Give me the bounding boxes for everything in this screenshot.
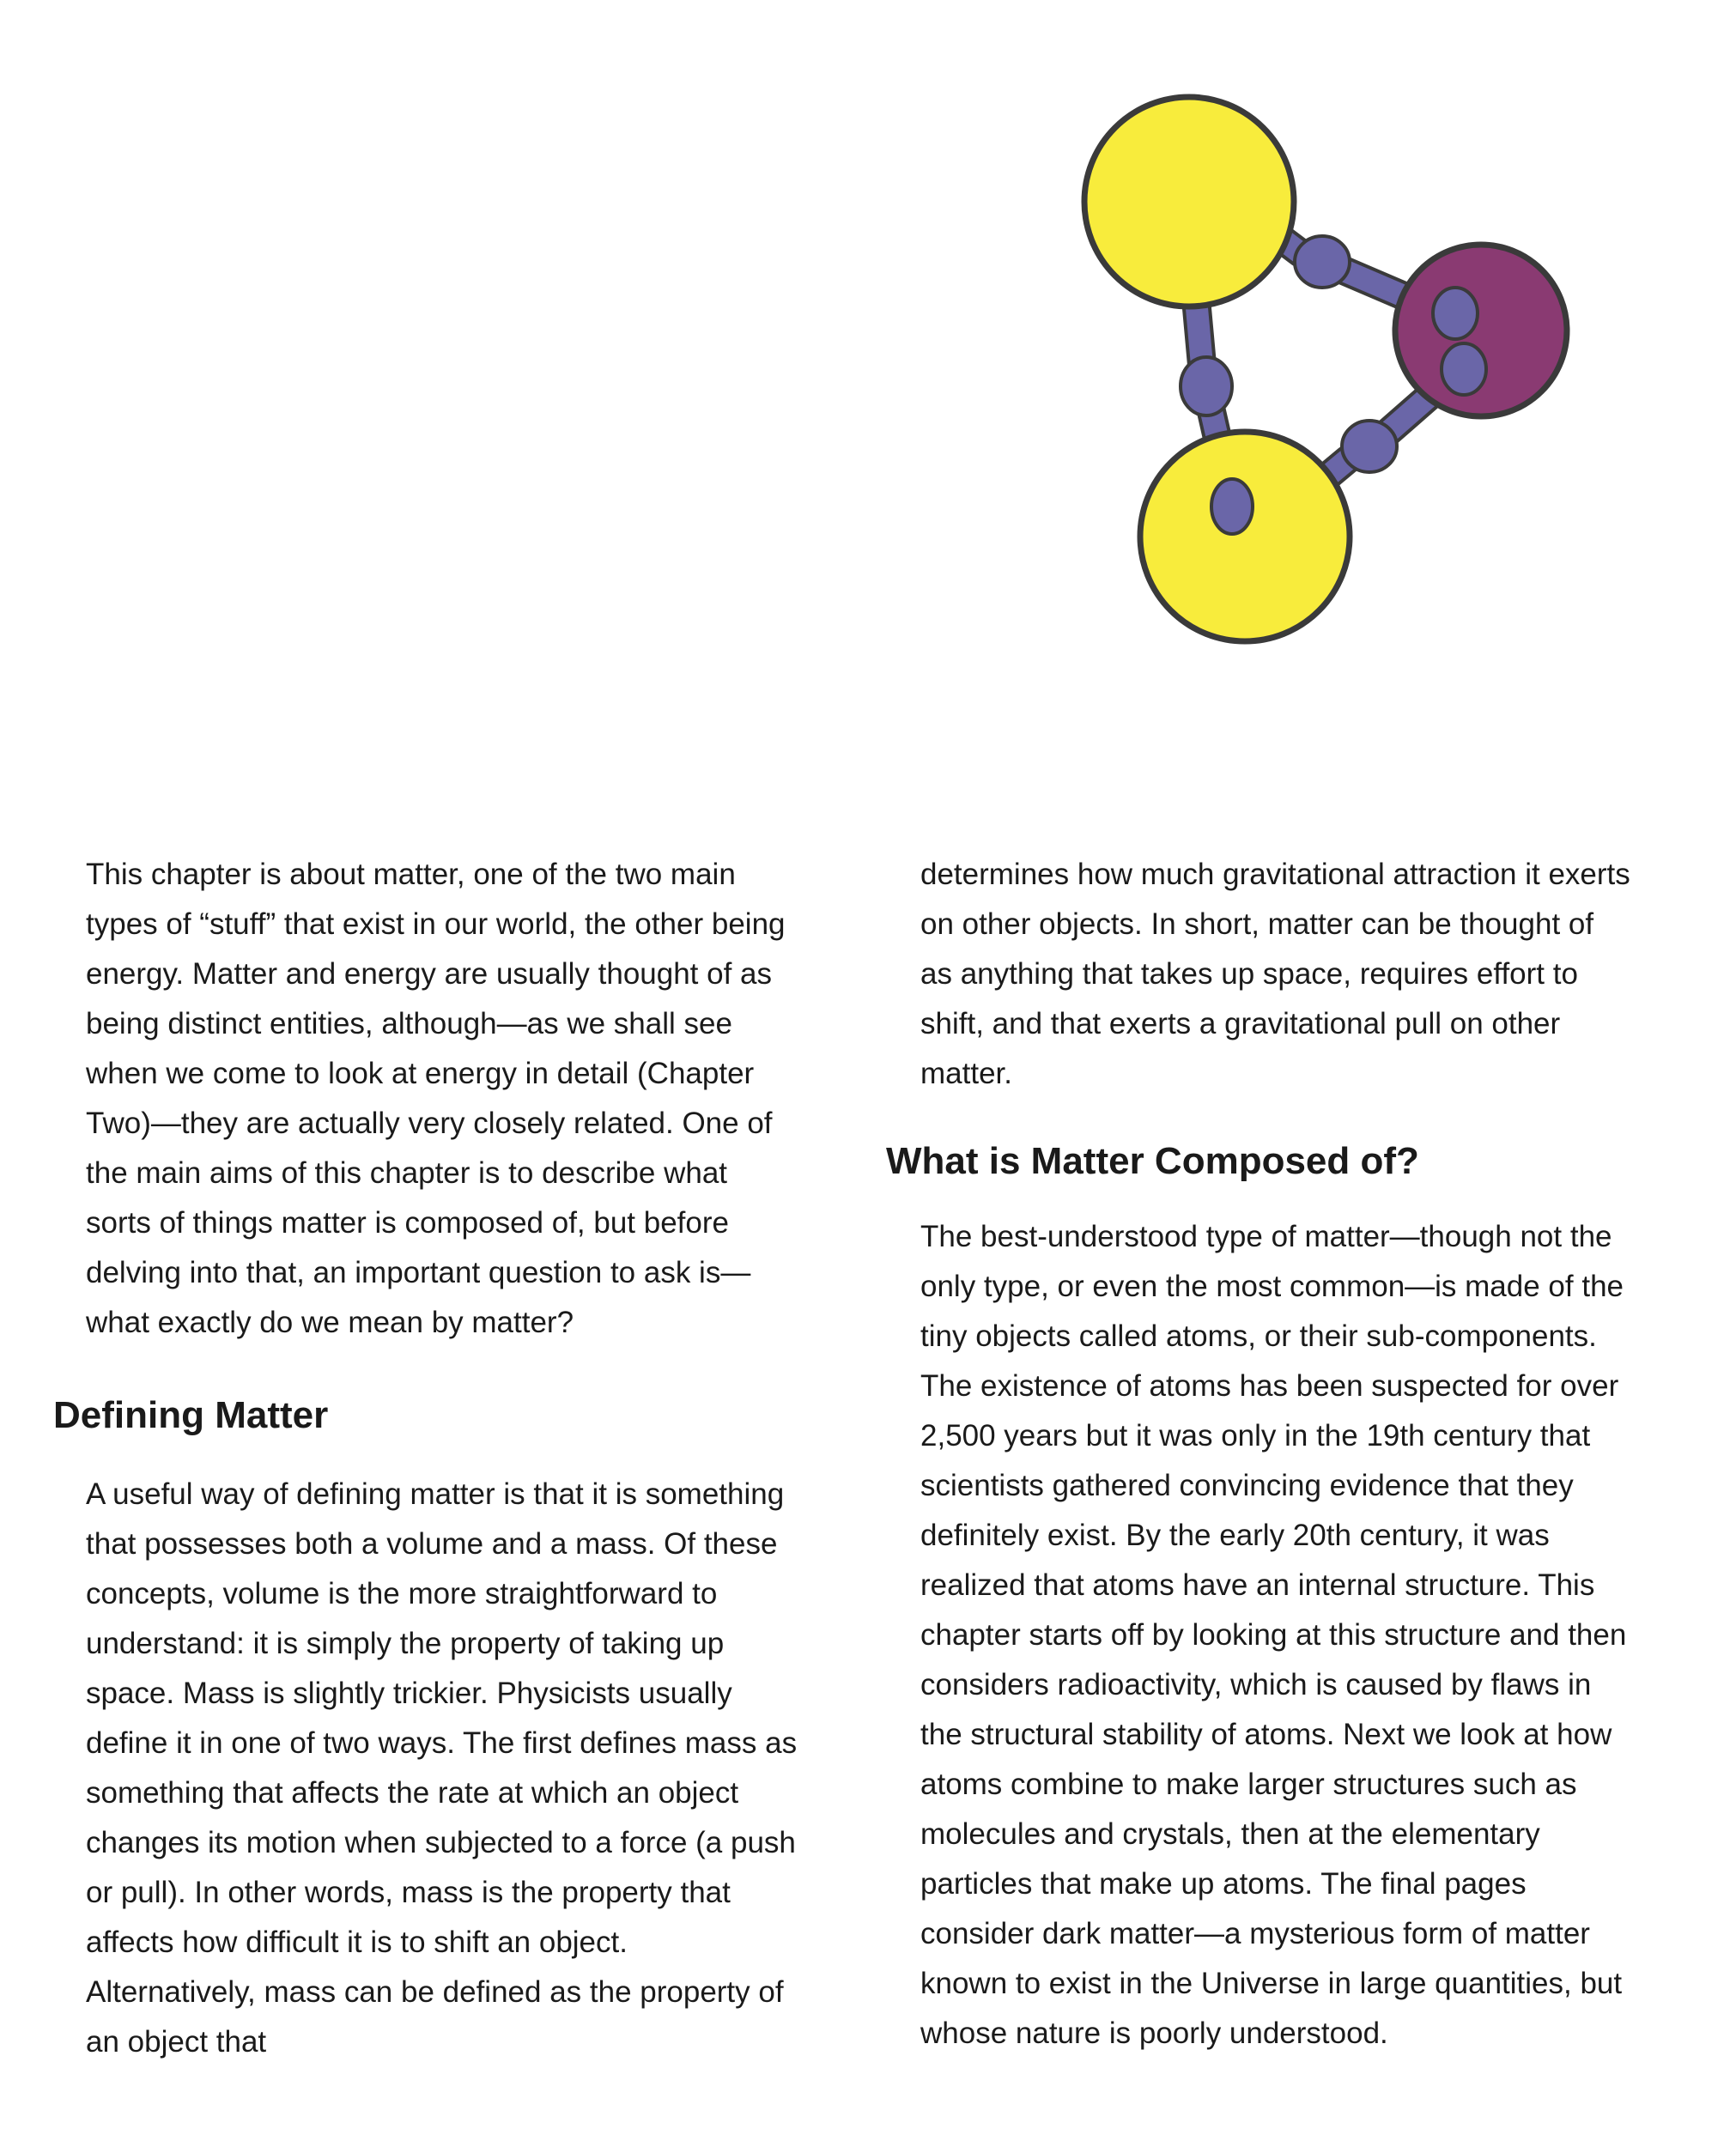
right-column — [886, 850, 1633, 2059]
defining-matter-paragraph: A useful way of defining matter is that it is something that possesses both a volume and a mass. Of these concepts, volume is the more straightforward to understand: it is simply the property of taking up space. Mass is slightly trickier. Physicists usually define it in one of two ways. The first defines mass as something that affects the rate at which an object changes its motion when subjected to a force (a push or pull). In other words, mass is the property that affects how difficult it is to shift an object. Alternatively, mass can be defined as the property of an object that — [86, 1477, 798, 2059]
defining-matter-heading: Defining Matter — [53, 1394, 329, 1436]
intro-paragraph: This chapter is about matter, one of the two main types of “stuff” that exist in our world, the other being energy. Matter and energy are usually thought of as being distinct entities, although—as we shall see when we come to look at energy in detail (Chapter Two)—they are actually very closely related. One of the main aims of this chapter is to describe what sorts of things matter is composed of, but before delving into that, an important question to ask is—what exactly do we mean by matter? — [86, 858, 786, 1339]
composition-paragraph: The best-understood type of matter—though not the only type, or even the most common—is made of the tiny objects called atoms, or their sub-components. The existence of atoms has been suspected for over 2,500 years but it was only in the 19th century that scientists gathered convincing evidence that they definitely exist. By the early 20th century, it was realized that atoms have an internal structure. This chapter starts off by looking at this structure and then considers radioactivity, which is caused by flaws in the structural stability of atoms. Next we look at how atoms combine to make larger structures such as molecules and crystals, then at the elementary particles that make up atoms. The final pages consider dark matter—a mysterious form of matter known to exist in the Universe in large quantities, but whose nature is poorly understood. — [920, 1220, 1627, 2050]
defining-matter-paragraph-continued: determines how much gravitational attraction it exerts on other objects. In short, matter can be thought of as anything that takes up space, requires effort to shift, and that exerts a gravitational pull on other matter. — [920, 858, 1630, 1090]
top-atom — [1084, 97, 1294, 306]
left-column — [53, 850, 800, 2067]
bottom-atom — [1140, 432, 1350, 641]
composition-heading: What is Matter Composed of? — [886, 1140, 1419, 1182]
molecule-illustration — [1073, 82, 1605, 682]
right-atom — [1395, 245, 1567, 416]
